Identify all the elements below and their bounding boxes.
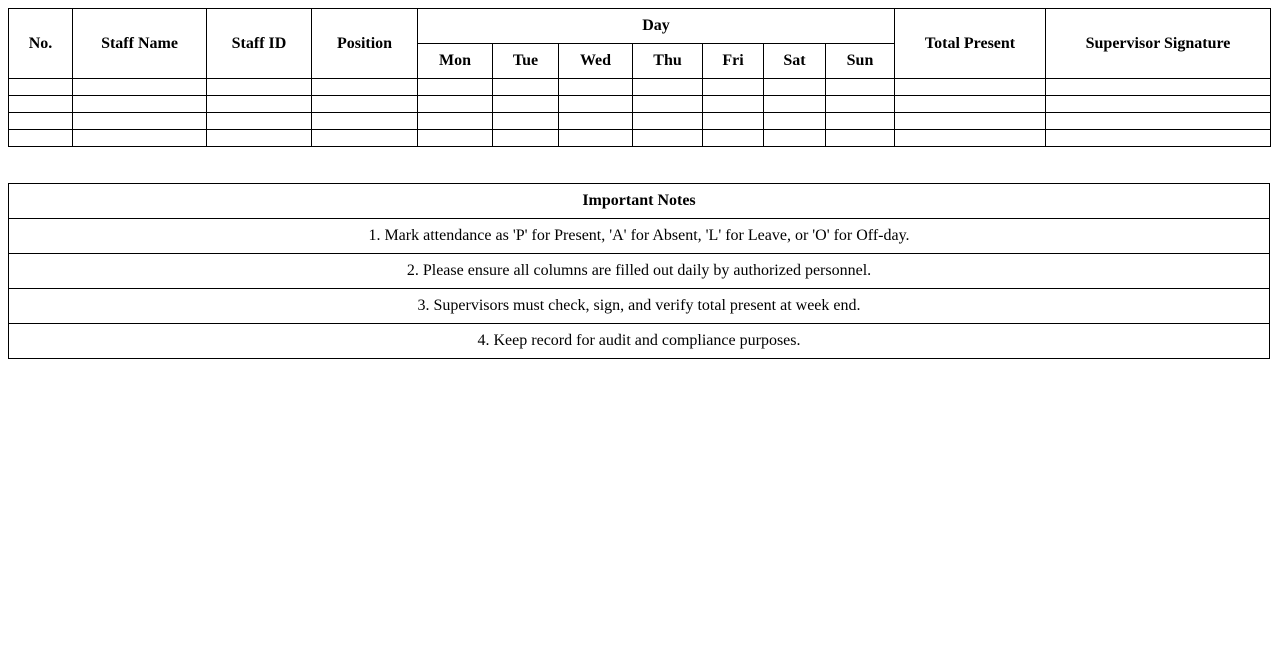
cell-wed[interactable] — [559, 130, 633, 147]
cell-staff-name[interactable] — [73, 113, 207, 130]
header-no: No. — [9, 9, 73, 79]
cell-wed[interactable] — [559, 113, 633, 130]
note-item: 1. Mark attendance as 'P' for Present, 'A' for Absent, 'L' for Leave, or 'O' for Off-day. — [9, 219, 1270, 254]
note-row — [9, 289, 1270, 324]
cell-fri[interactable] — [703, 113, 764, 130]
cell-supervisor-signature[interactable] — [1046, 79, 1271, 96]
note-row — [9, 219, 1270, 254]
table-row — [9, 130, 1271, 147]
header-row — [9, 9, 1271, 44]
cell-total-present[interactable] — [895, 113, 1046, 130]
cell-staff-name[interactable] — [73, 130, 207, 147]
cell-tue[interactable] — [493, 113, 559, 130]
notes-title: Important Notes — [9, 184, 1270, 219]
cell-fri[interactable] — [703, 79, 764, 96]
cell-sat[interactable] — [764, 79, 826, 96]
header-day-sun: Sun — [826, 44, 895, 79]
cell-mon[interactable] — [418, 130, 493, 147]
cell-position[interactable] — [312, 113, 418, 130]
cell-supervisor-signature[interactable] — [1046, 113, 1271, 130]
cell-staff-id[interactable] — [207, 96, 312, 113]
header-day: Day — [418, 9, 895, 44]
cell-wed[interactable] — [559, 96, 633, 113]
cell-tue[interactable] — [493, 96, 559, 113]
cell-mon[interactable] — [418, 79, 493, 96]
cell-no[interactable] — [9, 79, 73, 96]
cell-tue[interactable] — [493, 79, 559, 96]
attendance-table — [8, 8, 1271, 147]
cell-thu[interactable] — [633, 130, 703, 147]
cell-sun[interactable] — [826, 96, 895, 113]
cell-total-present[interactable] — [895, 130, 1046, 147]
table-row — [9, 113, 1271, 130]
note-item: 2. Please ensure all columns are filled out daily by authorized personnel. — [9, 254, 1270, 289]
header-supervisor-signature: Supervisor Signature — [1046, 9, 1271, 79]
cell-thu[interactable] — [633, 113, 703, 130]
cell-supervisor-signature[interactable] — [1046, 96, 1271, 113]
important-notes-table — [8, 183, 1270, 359]
cell-staff-id[interactable] — [207, 113, 312, 130]
cell-staff-id[interactable] — [207, 79, 312, 96]
cell-sat[interactable] — [764, 113, 826, 130]
cell-mon[interactable] — [418, 96, 493, 113]
header-day-fri: Fri — [703, 44, 764, 79]
note-item: 4. Keep record for audit and compliance purposes. — [9, 324, 1270, 359]
cell-sun[interactable] — [826, 79, 895, 96]
notes-title-row — [9, 184, 1270, 219]
header-day-wed: Wed — [559, 44, 633, 79]
header-staff-name: Staff Name — [73, 9, 207, 79]
cell-supervisor-signature[interactable] — [1046, 130, 1271, 147]
note-row — [9, 254, 1270, 289]
cell-total-present[interactable] — [895, 96, 1046, 113]
cell-total-present[interactable] — [895, 79, 1046, 96]
cell-thu[interactable] — [633, 96, 703, 113]
cell-fri[interactable] — [703, 96, 764, 113]
header-staff-id: Staff ID — [207, 9, 312, 79]
note-row — [9, 324, 1270, 359]
header-day-mon: Mon — [418, 44, 493, 79]
cell-staff-name[interactable] — [73, 96, 207, 113]
header-day-tue: Tue — [493, 44, 559, 79]
header-day-thu: Thu — [633, 44, 703, 79]
cell-sat[interactable] — [764, 130, 826, 147]
cell-sat[interactable] — [764, 96, 826, 113]
cell-position[interactable] — [312, 130, 418, 147]
note-item: 3. Supervisors must check, sign, and verify total present at week end. — [9, 289, 1270, 324]
cell-staff-name[interactable] — [73, 79, 207, 96]
cell-no[interactable] — [9, 113, 73, 130]
cell-no[interactable] — [9, 96, 73, 113]
cell-fri[interactable] — [703, 130, 764, 147]
header-day-sat: Sat — [764, 44, 826, 79]
cell-wed[interactable] — [559, 79, 633, 96]
table-row — [9, 79, 1271, 96]
cell-sun[interactable] — [826, 130, 895, 147]
header-position: Position — [312, 9, 418, 79]
header-total-present: Total Present — [895, 9, 1046, 79]
table-row — [9, 96, 1271, 113]
cell-tue[interactable] — [493, 130, 559, 147]
cell-position[interactable] — [312, 96, 418, 113]
cell-mon[interactable] — [418, 113, 493, 130]
cell-staff-id[interactable] — [207, 130, 312, 147]
cell-thu[interactable] — [633, 79, 703, 96]
cell-sun[interactable] — [826, 113, 895, 130]
cell-position[interactable] — [312, 79, 418, 96]
cell-no[interactable] — [9, 130, 73, 147]
